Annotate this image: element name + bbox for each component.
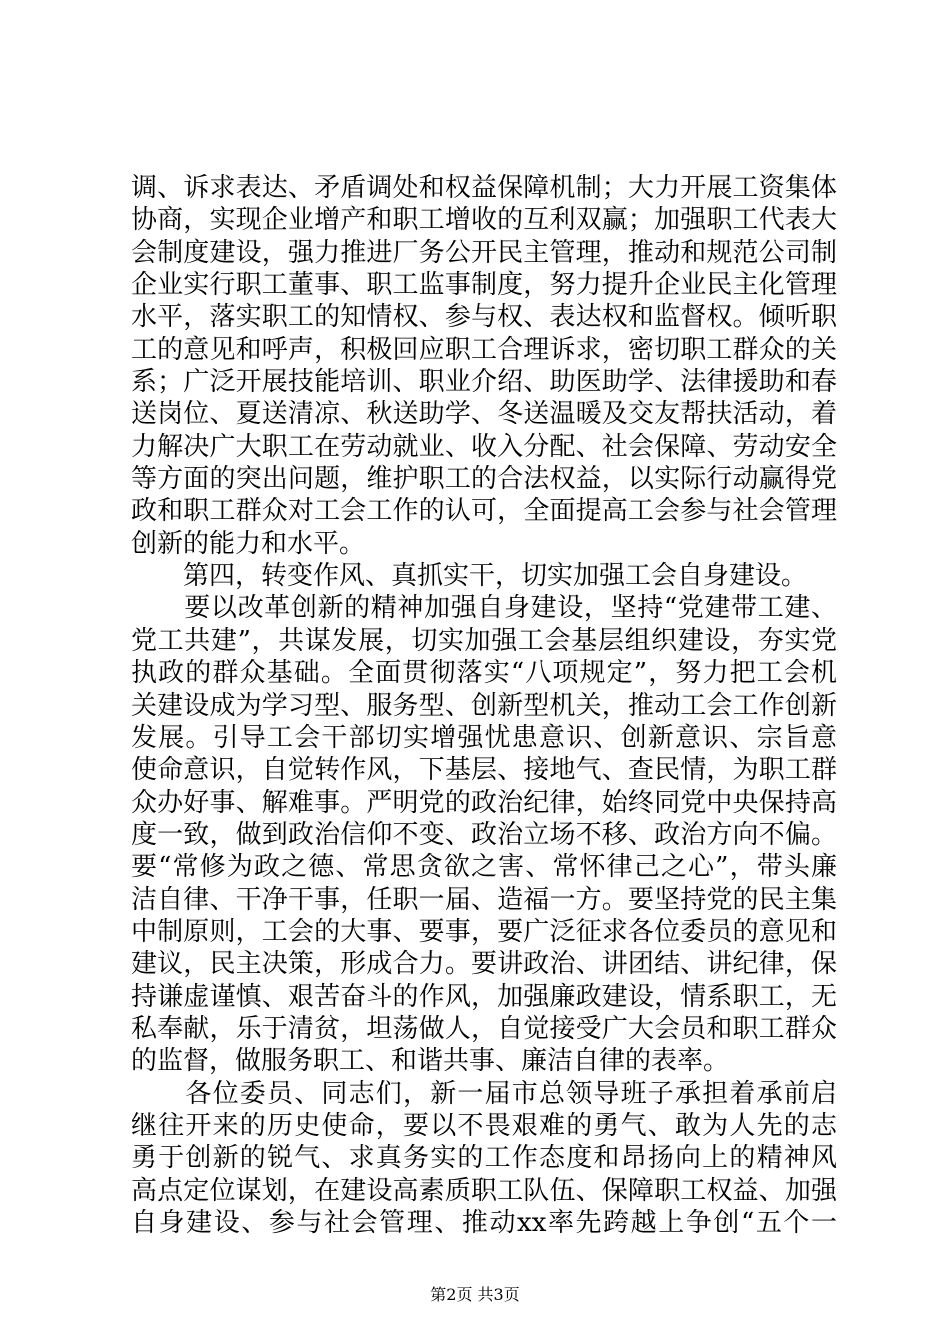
body-text-line: 第四，转变作风、真抓实干，切实加强工会自身建设。 [131, 561, 808, 592]
body-text-line: 洁自律、干净干事，任职一届、造福一方。要坚持党的民主集 [131, 884, 837, 915]
body-text-line: 使命意识，自觉转作风，下基层、接地气、查民情，为职工群 [131, 755, 837, 786]
body-text-line: 等方面的突出问题，维护职工的合法权益，以实际行动赢得党 [131, 464, 837, 495]
body-text-line: 执政的群众基础。全面贯彻落实“八项规定”，努力把工会机 [131, 658, 837, 689]
body-text-line: 众办好事、解难事。严明党的政治纪律，始终同党中央保持高 [131, 787, 837, 818]
body-text-line: 系；广泛开展技能培训、职业介绍、助医助学、法律援助和春 [131, 367, 837, 398]
body-text-line: 企业实行职工董事、职工监事制度，努力提升企业民主化管理 [131, 270, 837, 301]
body-text-line: 度一致，做到政治信仰不变、政治立场不移、政治方向不偏。 [131, 819, 837, 850]
body-text-line: 送岗位、夏送清凉、秋送助学、冬送温暖及交友帮扶活动，着 [131, 399, 837, 430]
body-text-line: 自身建设、参与社会管理、推动xx率先跨越上争创“五个一 [131, 1208, 837, 1238]
body-text-line: 的监督，做服务职工、和谐共事、廉洁自律的表率。 [131, 1046, 730, 1077]
page-footer: 第2页 共3页 [430, 1285, 520, 1304]
body-text-line: 创新的能力和水平。 [131, 528, 366, 559]
body-text-line: 关建设成为学习型、服务型、创新型机关，推动工会工作创新 [131, 690, 837, 721]
document-body [131, 172, 837, 1239]
body-text-line: 私奉献，乐于清贫，坦荡做人，自觉接受广大会员和职工群众 [131, 1013, 837, 1044]
body-text-line: 会制度建设，强力推进厂务公开民主管理，推动和规范公司制 [131, 237, 837, 268]
body-text-line: 党工共建”，共谋发展，切实加强工会基层组织建设，夯实党 [131, 625, 837, 656]
body-text-line: 协商，实现企业增产和职工增收的互利双赢；加强职工代表大 [131, 205, 837, 236]
body-text-line: 调、诉求表达、矛盾调处和权益保障机制；大力开展工资集体 [131, 173, 837, 203]
body-text-line: 中制原则，工会的大事、要事，要广泛征求各位委员的意见和 [131, 916, 837, 947]
body-text-line: 持谦虚谨慎、艰苦奋斗的作风，加强廉政建设，情系职工，无 [131, 981, 837, 1012]
body-text-line: 高点定位谋划，在建设高素质职工队伍、保障职工权益、加强 [131, 1175, 837, 1206]
body-text-line: 力解决广大职工在劳动就业、收入分配、社会保障、劳动安全 [131, 431, 837, 462]
body-text-line: 水平，落实职工的知情权、参与权、表达权和监督权。倾听职 [131, 302, 837, 333]
body-text-line: 建议，民主决策，形成合力。要讲政治、讲团结、讲纪律，保 [131, 949, 837, 980]
body-text-line: 要以改革创新的精神加强自身建设，坚持“党建带工建、 [131, 593, 837, 624]
body-text-line: 各位委员、同志们，新一届市总领导班子承担着承前启 [185, 1078, 837, 1109]
body-text-line: 工的意见和呼声，积极回应职工合理诉求，密切职工群众的关 [131, 334, 837, 365]
body-text-line: 政和职工群众对工会工作的认可，全面提高工会参与社会管理 [131, 496, 837, 527]
body-text-line: 发展。引导工会干部切实增强忧患意识、创新意识、宗旨意 [131, 722, 837, 753]
body-text-line: 要“常修为政之德、常思贪欲之害、常怀律己之心”，带头廉 [131, 852, 837, 883]
body-text-line: 勇于创新的锐气、求真务实的工作态度和昂扬向上的精神风 [131, 1143, 837, 1174]
body-text-line: 继往开来的历史使命，要以不畏艰难的勇气、敢为人先的志 [131, 1110, 837, 1141]
